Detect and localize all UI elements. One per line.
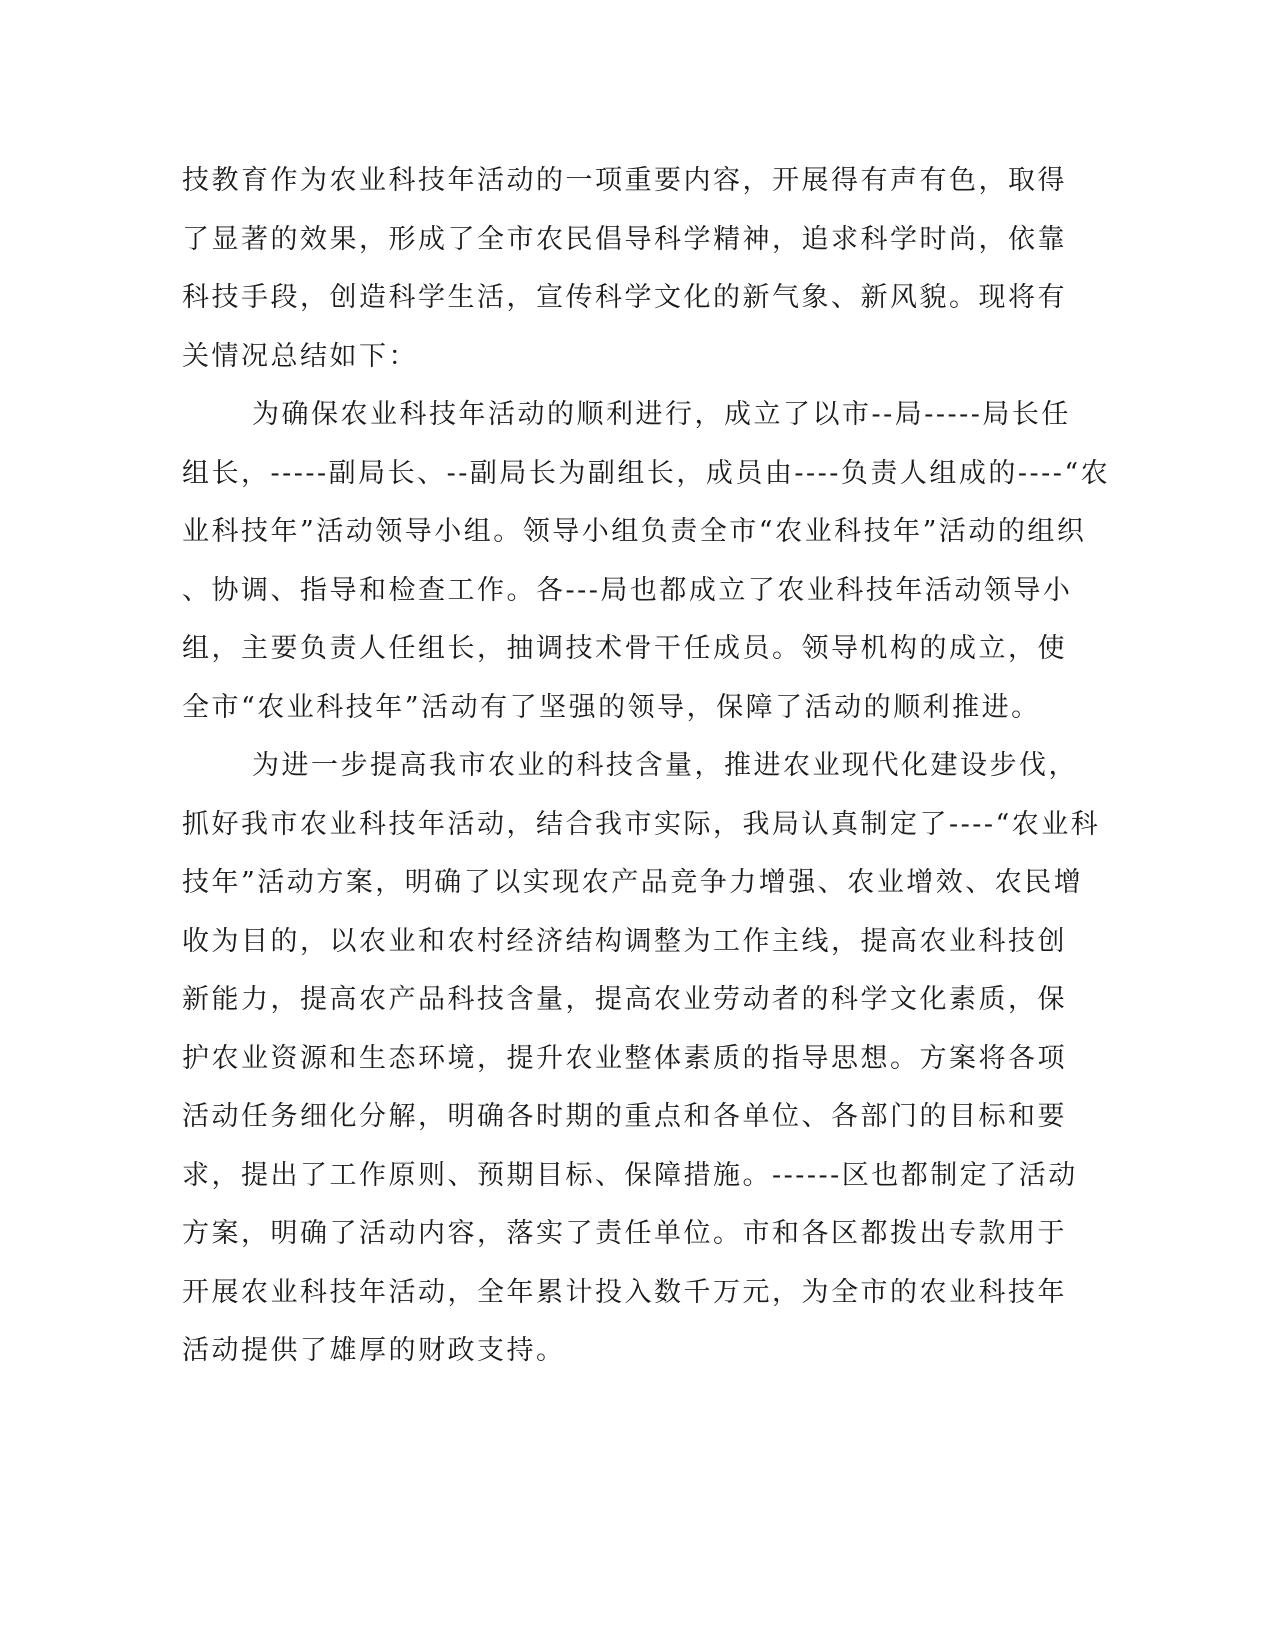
text-line: 组长，-----副局长、--副局长为副组长，成员由----负责人组成的----“农 [182, 457, 1111, 489]
text-line: 活动提供了雄厚的财政支持。 [182, 1335, 566, 1366]
text-line: 了显著的效果，形成了全市农民倡导科学精神，追求科学时尚，依靠 [182, 223, 1067, 255]
text-line: 为进一步提高我市农业的科技含量，推进农业现代化建设步伐， [252, 750, 1078, 781]
text-line: 关情况总结如下： [182, 340, 418, 372]
text-line: 为确保农业科技年活动的顺利进行，成立了以市--局-----局长任 [252, 399, 1071, 430]
text-line: 护农业资源和生态环境，提升农业整体素质的指导思想。方案将各项 [182, 1042, 1067, 1074]
text-line: 技教育作为农业科技年活动的一项重要内容，开展得有声有色，取得 [182, 165, 1067, 196]
document-body [182, 152, 1111, 1381]
text-line: 科技手段，创造科学生活，宣传科学文化的新气象、新风貌。现将有 [182, 282, 1067, 313]
text-line: 求，提出了工作原则、预期目标、保障措施。------区也都制定了活动 [182, 1159, 1078, 1191]
text-line: 活动任务细化分解，明确各时期的重点和各单位、各部门的目标和要 [182, 1101, 1067, 1132]
text-line: 抓好我市农业科技年活动，结合我市实际，我局认真制定了----“农业科 [182, 808, 1101, 840]
text-line: 方案，明确了活动内容，落实了责任单位。市和各区都拨出专款用于 [182, 1218, 1067, 1249]
text-line: 业科技年”活动领导小组。领导小组负责全市“农业科技年”活动的组织 [182, 516, 1087, 547]
text-line: 、协调、指导和检查工作。各---局也都成立了农业科技年活动领导小 [182, 574, 1073, 606]
text-line: 开展农业科技年活动，全年累计投入数千万元，为全市的农业科技年 [182, 1276, 1067, 1308]
text-line: 新能力，提高农产品科技含量，提高农业劳动者的科学文化素质，保 [182, 984, 1067, 1015]
text-line: 全市“农业科技年”活动有了坚强的领导，保障了活动的顺利推进。 [182, 691, 1041, 723]
text-line: 收为目的，以农业和农村经济结构调整为工作主线，提高农业科技创 [182, 925, 1067, 957]
text-line: 组，主要负责人任组长，抽调技术骨干任成员。领导机构的成立，使 [182, 633, 1067, 664]
text-line: 技年”活动方案，明确了以实现农产品竞争力增强、农业增效、农民增 [182, 867, 1084, 898]
